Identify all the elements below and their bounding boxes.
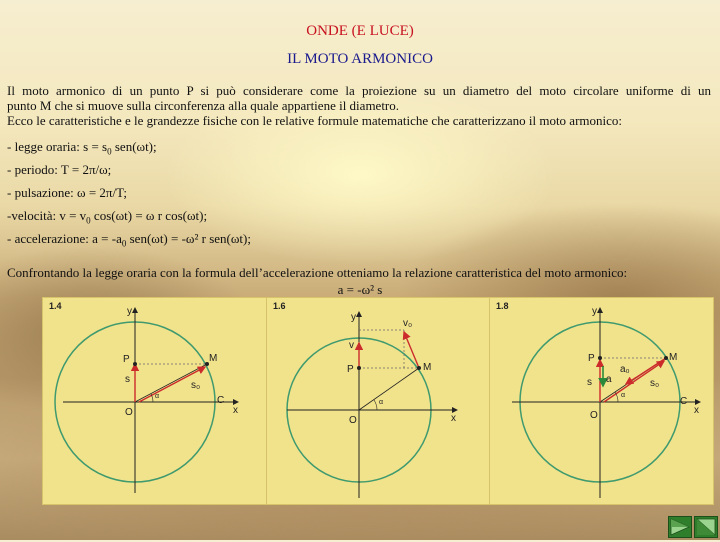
label-y: y — [592, 306, 597, 317]
intro-paragraph — [7, 83, 711, 128]
label-alpha: α — [379, 399, 384, 406]
label-s: s — [125, 374, 130, 385]
figure-number: 1.8 — [496, 301, 509, 311]
figure-1-4 — [42, 297, 267, 505]
label-x: x — [233, 405, 238, 416]
label-O: O — [349, 415, 357, 426]
intro-line-2: punto M che si muove sulla circonferenza alla quale appartiene il diametro. — [7, 98, 400, 113]
result-formula: a = -ω² s — [337, 282, 383, 297]
label-alpha: α — [621, 392, 626, 399]
label-C: C — [680, 396, 688, 407]
label-y: y — [351, 312, 356, 323]
label-a0: a₀ — [620, 364, 630, 375]
conclusion-text: Confrontando la legge oraria con la formula dell’accelerazione otteniamo la relazione caratteristica del moto armonico: — [7, 265, 628, 280]
label-P: P — [588, 353, 595, 364]
formula-periodo: - periodo: T = 2π/ω; — [7, 162, 112, 177]
formula-velocita: -velocità: $v = v_0$ cos(ωt) = ω r cos(ωt); — [7, 208, 208, 226]
label-s: s — [587, 377, 592, 388]
page-subtitle: IL MOTO ARMONICO — [287, 51, 433, 67]
point-M — [664, 356, 668, 360]
label-P: P — [347, 364, 354, 375]
label-s0: s₀ — [650, 378, 660, 389]
label-O: O — [125, 407, 133, 418]
angle-arc — [374, 400, 377, 410]
label-O: O — [590, 410, 598, 421]
formula-legge-oraria: - legge oraria: $s = s_0$ sen(ωt); — [7, 139, 157, 157]
label-M: M — [423, 362, 432, 373]
figure-number: 1.4 — [49, 301, 62, 311]
label-s0: s₀ — [191, 380, 201, 391]
radius-line — [359, 368, 419, 410]
page-title: ONDE (E LUCE) — [306, 23, 414, 39]
point-P — [133, 362, 137, 366]
label-y: y — [127, 306, 132, 317]
label-x: x — [694, 405, 699, 416]
figure-1-8 — [489, 297, 714, 505]
figure-1-4-diagram — [43, 298, 268, 506]
arrow-left-icon — [669, 517, 691, 537]
prev-slide-button[interactable] — [668, 516, 692, 538]
label-v0: v₀ — [403, 318, 413, 329]
figure-1-8-diagram — [490, 298, 715, 506]
label-C: C — [217, 395, 225, 406]
label-v: v — [349, 340, 354, 351]
label-x: x — [451, 413, 456, 424]
vector-v0 — [404, 332, 419, 368]
formula-pulsazione: - pulsazione: ω = 2π/T; — [7, 185, 127, 200]
label-M: M — [209, 353, 218, 364]
figure-1-6 — [266, 297, 491, 505]
label-M: M — [669, 352, 678, 363]
vector-a0 — [626, 358, 666, 384]
point-M — [417, 366, 421, 370]
figure-number: 1.6 — [273, 301, 286, 311]
formula-accelerazione: - accelerazione: $a = -a_0$ sen(ωt) = -ω² r sen(ωt); — [7, 231, 251, 249]
intro-line-1: Il moto armonico di un punto P si può considerare come la proiezione su un diametro del moto circolare uniforme di un — [7, 83, 711, 98]
next-slide-button[interactable] — [694, 516, 718, 538]
point-P — [598, 356, 602, 360]
intro-line-3: Ecco le caratteristiche e le grandezze fisiche con le relative formule matematiche che caratterizzano il moto armonico: — [7, 113, 623, 128]
label-a: a — [606, 374, 612, 385]
point-P — [357, 366, 361, 370]
figure-1-6-diagram — [267, 298, 492, 506]
label-P: P — [123, 354, 130, 365]
arrow-right-icon — [695, 517, 717, 537]
label-alpha: α — [155, 393, 160, 400]
